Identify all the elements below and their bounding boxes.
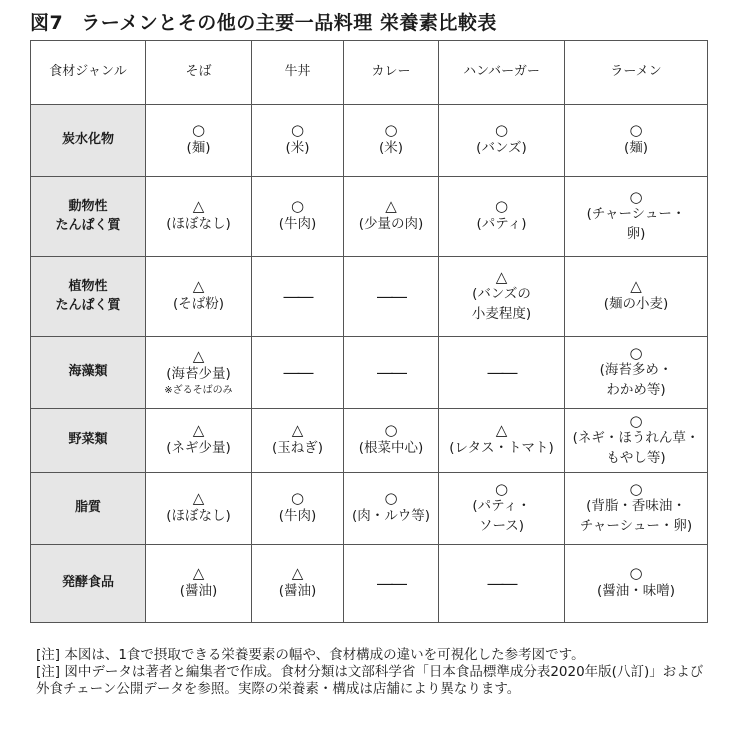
circle-mark: ○	[629, 564, 643, 583]
cell-value: (麺)	[623, 139, 649, 156]
cell-value: (米)	[378, 139, 404, 156]
table-cell	[146, 473, 252, 545]
cell-value: (牛肉)	[278, 507, 317, 524]
circle-mark: ○	[384, 489, 398, 508]
circle-mark: ○	[629, 479, 643, 498]
table-cell	[439, 473, 565, 545]
cell-value: (そば粉)	[172, 295, 225, 312]
triangle-mark: △	[495, 421, 508, 440]
column-header: 牛丼	[252, 41, 344, 105]
table-cell	[146, 177, 252, 257]
column-header: ラーメン	[565, 41, 708, 105]
table-cell	[252, 257, 344, 337]
column-header: カレー	[344, 41, 439, 105]
table-cell	[565, 409, 708, 473]
figure-title-text: ラーメンとその他の主要一品料理 栄養素比較表	[81, 12, 497, 34]
dash-mark: ――	[377, 286, 405, 306]
row-header: 植物性 たんぱく質	[31, 257, 146, 337]
cell-value: (海苔多め・ わかめ等)	[599, 362, 673, 398]
table-cell	[344, 473, 439, 545]
table-row	[31, 409, 708, 473]
cell-value: (肉・ルウ等)	[351, 507, 431, 524]
table-cell	[252, 473, 344, 545]
triangle-mark: △	[385, 197, 397, 216]
triangle-mark: △	[291, 421, 304, 440]
circle-mark: ○	[629, 187, 643, 206]
cell-value: (ネギ少量)	[166, 439, 231, 456]
table-cell	[565, 545, 708, 623]
table-cell	[565, 257, 708, 337]
cell-value: (米)	[285, 139, 310, 156]
table-cell	[565, 337, 708, 409]
cell-value: (ほぼなし)	[166, 215, 231, 232]
footnote: [注] 本図は、1食で摂取できる栄養要素の幅や、食材構成の違いを可視化した参考図です。	[36, 647, 585, 663]
dash-mark: ――	[487, 573, 516, 593]
triangle-mark: △	[192, 277, 205, 296]
table-row	[31, 545, 708, 623]
figure-title	[30, 8, 497, 35]
table-row	[31, 337, 708, 409]
table-cell	[439, 409, 565, 473]
footnotes	[36, 647, 716, 698]
circle-mark: ○	[191, 121, 206, 140]
footnote: [注] 図中データは著者と編集者で作成。食材分類は文部科学省「日本食品標準成分表2020年版(八訂)」および外食チェーン公開データを参照。実際の栄養素・構成は店舗により異なります。	[36, 664, 704, 697]
row-header: 海藻類	[31, 337, 146, 409]
cell-value: (根菜中心)	[358, 439, 424, 456]
circle-mark: ○	[290, 489, 305, 508]
table-cell	[252, 545, 344, 623]
table-cell	[146, 337, 252, 409]
table-cell	[252, 105, 344, 177]
cell-value: (ほぼなし)	[166, 507, 231, 524]
table-cell	[344, 545, 439, 623]
dash-mark: ――	[377, 573, 405, 593]
triangle-mark: △	[192, 197, 205, 216]
cell-value: (背脂・香味油・ チャーシュー・卵)	[579, 498, 693, 534]
table-cell	[565, 473, 708, 545]
corner-header: 食材ジャンル	[31, 41, 146, 105]
cell-value: (パティ・ ソース)	[472, 498, 531, 534]
circle-mark: ○	[290, 197, 305, 216]
table-cell	[439, 105, 565, 177]
table-row	[31, 257, 708, 337]
figure-number: 図7	[30, 12, 64, 34]
table-cell	[565, 177, 708, 257]
cell-note: ※ざるそばのみ	[164, 384, 233, 396]
table-cell	[565, 105, 708, 177]
cell-value: (パティ)	[476, 215, 527, 232]
cell-value: (玉ねぎ)	[271, 439, 324, 456]
table-body	[31, 105, 708, 623]
row-header: 発酵食品	[31, 545, 146, 623]
table-cell	[439, 337, 565, 409]
dash-mark: ――	[283, 362, 312, 382]
cell-value: (醤油・味噌)	[596, 582, 676, 599]
table-header-row	[31, 41, 708, 105]
circle-mark: ○	[494, 121, 509, 140]
table-cell	[146, 257, 252, 337]
triangle-mark: △	[192, 421, 205, 440]
cell-value: (チャーシュー・ 卵)	[586, 206, 686, 242]
table-cell	[344, 337, 439, 409]
cell-value: (ネギ・ほうれん草・ もやし等)	[572, 430, 700, 466]
table-row	[31, 177, 708, 257]
cell-value: (醤油)	[179, 582, 218, 599]
row-header: 動物性 たんぱく質	[31, 177, 146, 257]
cell-value: (牛肉)	[278, 215, 317, 232]
cell-value: (海苔少量)	[166, 365, 231, 382]
circle-mark: ○	[629, 411, 643, 430]
column-header: ハンバーガー	[439, 41, 565, 105]
table-cell	[344, 177, 439, 257]
table-cell	[252, 337, 344, 409]
circle-mark: ○	[384, 121, 398, 140]
triangle-mark: △	[630, 277, 642, 296]
cell-value: (少量の肉)	[358, 215, 424, 232]
table-cell	[439, 545, 565, 623]
table-cell	[252, 409, 344, 473]
table-cell	[344, 409, 439, 473]
circle-mark: ○	[629, 343, 643, 362]
triangle-mark: △	[192, 347, 205, 366]
cell-value: (醤油)	[278, 582, 317, 599]
column-header: そば	[146, 41, 252, 105]
table-cell	[344, 257, 439, 337]
circle-mark: ○	[384, 421, 398, 440]
table-row	[31, 473, 708, 545]
cell-value: (麺の小麦)	[603, 295, 669, 312]
cell-value: (レタス・トマト)	[449, 439, 554, 456]
triangle-mark: △	[495, 267, 508, 286]
table-cell	[439, 257, 565, 337]
circle-mark: ○	[629, 121, 643, 140]
row-header: 炭水化物	[31, 105, 146, 177]
triangle-mark: △	[192, 489, 205, 508]
circle-mark: ○	[290, 121, 305, 140]
table-cell	[146, 545, 252, 623]
circle-mark: ○	[494, 197, 509, 216]
dash-mark: ――	[377, 362, 405, 382]
table-cell	[146, 105, 252, 177]
nutrient-comparison-table	[30, 40, 708, 623]
triangle-mark: △	[291, 564, 304, 583]
cell-value: (バンズの 小麦程度)	[471, 286, 532, 322]
circle-mark: ○	[494, 479, 509, 498]
dash-mark: ――	[487, 362, 516, 382]
triangle-mark: △	[192, 564, 205, 583]
table-cell	[252, 177, 344, 257]
table-cell	[146, 409, 252, 473]
dash-mark: ――	[283, 286, 312, 306]
cell-value: (麺)	[186, 139, 211, 156]
table-row	[31, 105, 708, 177]
table-cell	[344, 105, 439, 177]
table-cell	[439, 177, 565, 257]
cell-value: (バンズ)	[476, 139, 527, 156]
row-header: 脂質	[31, 473, 146, 545]
row-header: 野菜類	[31, 409, 146, 473]
